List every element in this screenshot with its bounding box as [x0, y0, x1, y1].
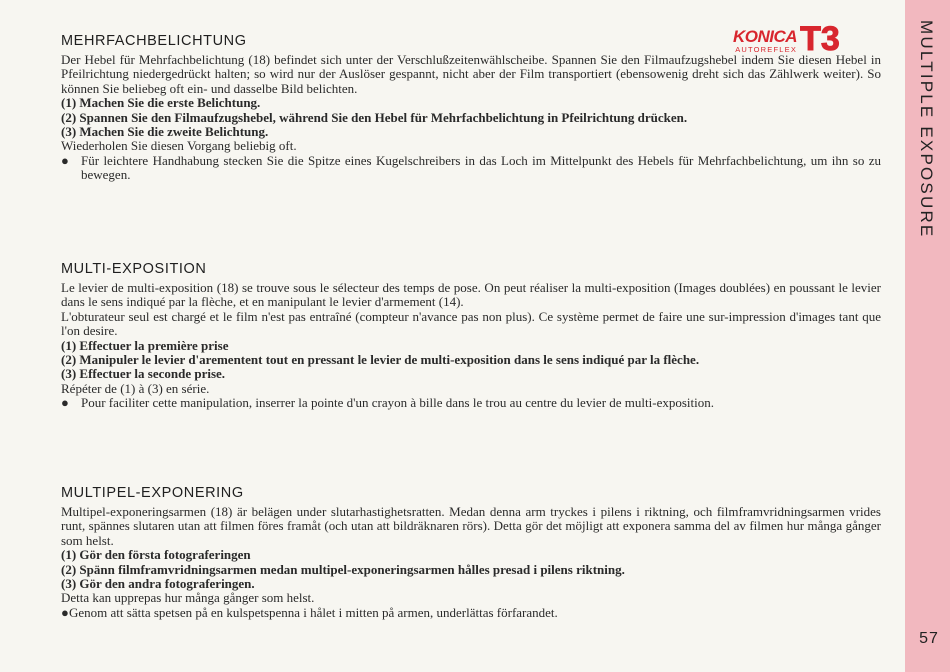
- step-3: (3) Effectuer la seconde prise.: [61, 366, 226, 382]
- tip: [61, 396, 881, 410]
- tip-text: Pour faciliter cette manipulation, inserrer la pointe d'un crayon à bille dans le trou au centre du levier de multi-exposition.: [81, 395, 714, 411]
- step-2: (2) Spannen Sie den Filmaufzugshebel, während Sie den Hebel für Mehrfachbelichtung in Pfeilrichtung drücken.: [61, 109, 688, 125]
- bullet-icon: ●: [61, 604, 69, 620]
- repeat-note: Detta kan upprepas hur många gånger som helst.: [61, 590, 315, 606]
- step-1: (1) Effectuer la première prise: [61, 337, 229, 353]
- section-intro: Der Hebel für Mehrfachbelichtung (18) befindet sich unter der Verschlußzeitenwählscheibe. Spannen Sie den Filmaufzugshebel indem Sie diesen Hebel in Pfeilrichtung niedergedrückt halten; so wird nur der Auslöser gespannt, nicht aber der Film transportiert (ebensowenig dreht sich das Zählwerk weiter). So können Sie beliebeg oft ein- und dasselbe Bild belichten.: [61, 52, 881, 96]
- section-intro: Le levier de multi-exposition (18) se trouve sous le sélecteur des temps de pose. On peut réaliser la multi-exposition (Images doublées) en poussant le levier dans le sens indiqué par la flèche, et en manipulant le levier d'armement (14).: [61, 280, 881, 310]
- logo-subline: AUTOREFLEX: [735, 45, 798, 54]
- repeat-note: Répéter de (1) à (3) en série.: [61, 380, 210, 396]
- logo-model: T3: [800, 20, 840, 58]
- section-intro-2: L'obturateur seul est chargé et le film n'est pas entraîné (compteur n'avance pas non plus). Ce système permet de faire une sur-impression d'images tant que l'on desire.: [61, 308, 881, 339]
- bullet-icon: ●: [61, 152, 69, 168]
- tip: [61, 154, 881, 183]
- section-heading: MEHRFACHBELICHTUNG: [61, 33, 247, 49]
- section-german: [61, 33, 881, 183]
- section-heading: MULTI-EXPOSITION: [61, 261, 207, 277]
- page-number: 57: [919, 630, 939, 647]
- section-heading: MULTIPEL-EXPONERING: [61, 485, 244, 501]
- step-2: (2) Manipuler le levier d'arementent tout en pressant le levier de multi-exposition dans le sens indiqué par la flèche.: [61, 352, 700, 368]
- section-french: [61, 261, 881, 411]
- step-3: (3) Machen Sie die zweite Belichtung.: [61, 124, 269, 140]
- section-intro: Multipel-exponeringsarmen (18) är belägen under slutarhastighetsratten. Medan denna arm tryckes i pilens i riktning, och filmframvridningsarmen vrides runt, spännes slutaren utan att filmen föres framåt (och utan att bildräknaren rörs). Detta gör det möjligt att exponera samma del av filmen hur många gånger som helst.: [61, 504, 881, 548]
- bullet-icon: ●: [61, 395, 69, 411]
- step-3: (3) Gör den andra fotograferingen.: [61, 576, 255, 592]
- step-1: (1) Gör den första fotograferingen: [61, 547, 251, 563]
- repeat-note: Wiederholen Sie diesen Vorgang beliebig oft.: [61, 138, 297, 154]
- step-2: (2) Spänn filmframvridningsarmen medan multipel-exponeringsarmen hålles presad i pilens riktning.: [61, 561, 625, 577]
- step-1: (1) Machen Sie die erste Belichtung.: [61, 95, 261, 111]
- side-tab-label: MULTIPLE EXPOSURE: [917, 20, 936, 239]
- logo-brand: KONICA: [733, 27, 798, 46]
- tip-text: Für leichtere Handhabung stecken Sie die Spitze eines Kugelschreibers in das Loch im Mittelpunkt des Hebels für Mehrfachbelichtung, um ihn so zu bewegen.: [81, 152, 881, 183]
- tip-text: Genom att sätta spetsen på en kulspetspenna i hålet i mitten på armen, underlättas förfarandet.: [69, 604, 558, 620]
- tip: [61, 606, 881, 620]
- section-swedish: [61, 485, 881, 620]
